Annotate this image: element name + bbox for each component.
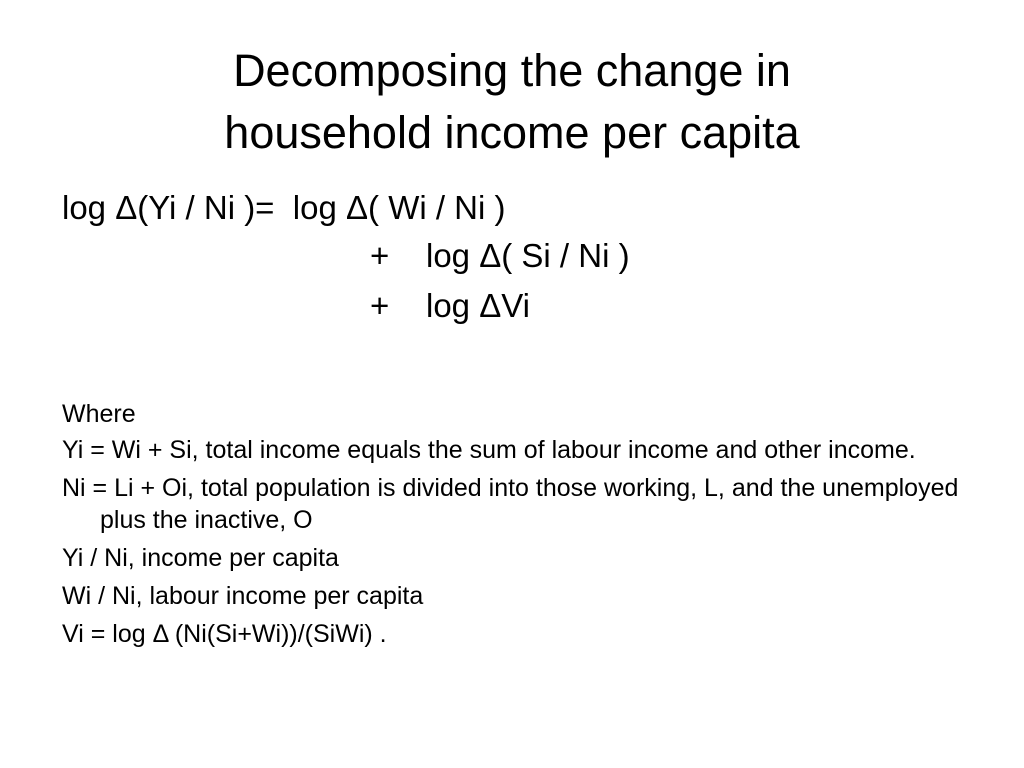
definition-item: Yi / Ni, income per capita <box>62 544 339 572</box>
equation-term-si: log Δ( Si / Ni ) <box>426 237 630 274</box>
equation-line-1: log Δ(Yi / Ni )= log Δ( Wi / Ni ) <box>62 189 506 226</box>
slide-title <box>0 40 1024 164</box>
definition-item: Yi = Wi + Si, total income equals the sum of labour income and other income. <box>62 436 916 464</box>
definition-item: Vi = log Δ (Ni(Si+Wi))/(SiWi) . <box>62 620 387 648</box>
equation-line-2 <box>370 236 630 276</box>
definition-item: Ni = Li + Oi, total population is divided into those working, L, and the unemployed plus the inactive, O <box>62 474 959 534</box>
plus-operator: + <box>370 287 390 324</box>
definition-item: Wi / Ni, labour income per capita <box>62 582 424 610</box>
title-line-1: Decomposing the change in <box>233 45 791 96</box>
definition-where: Where <box>62 400 136 428</box>
plus-operator: + <box>370 237 390 274</box>
equation-term-vi: log ΔVi <box>426 287 530 324</box>
definitions-list <box>62 398 962 656</box>
equation-line-3 <box>370 286 530 326</box>
title-line-2: household income per capita <box>224 107 800 158</box>
